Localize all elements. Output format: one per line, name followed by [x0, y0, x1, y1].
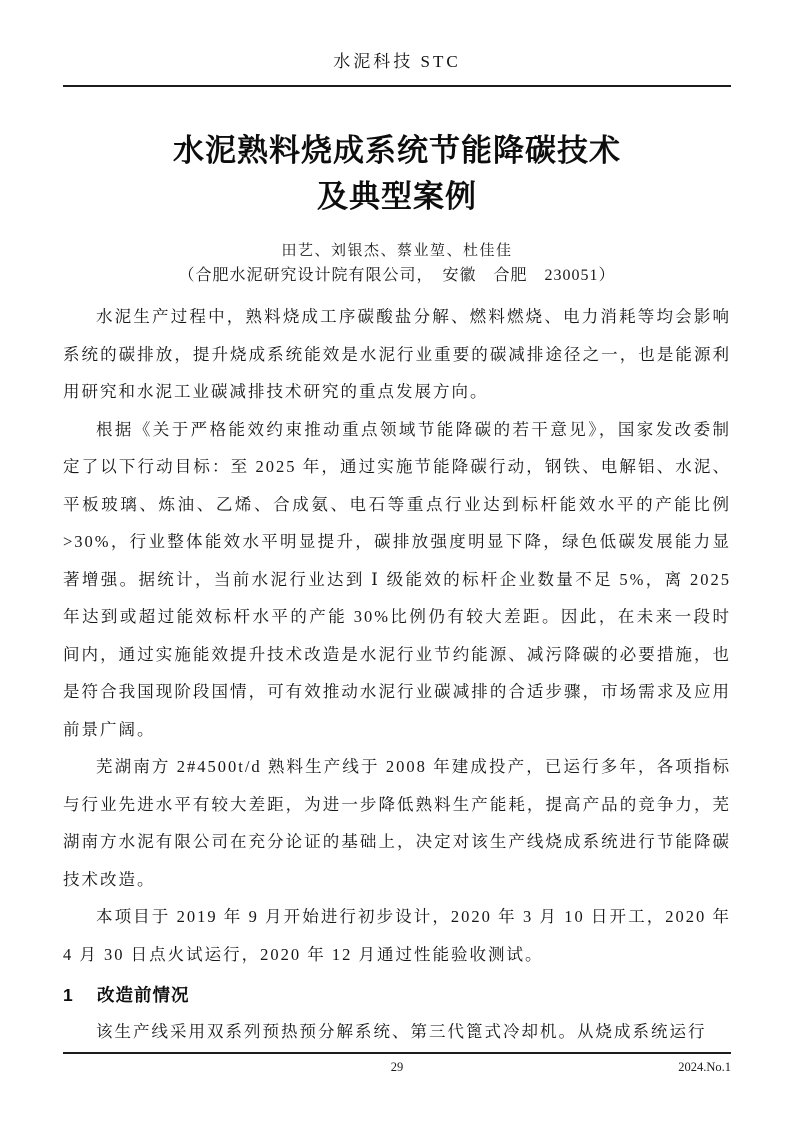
issue-label: 2024.No.1 — [678, 1060, 731, 1074]
paragraph-policy: 根据《关于严格能效约束推动重点领域节能降碳的若干意见》，国家发改委制定了以下行动目标：至 2025 年，通过实施节能降碳行动，钢铁、电解铝、水泥、平板玻璃、炼油、乙烯、合成氨、电石等重点行业达到标杆能效水平的产能比例>30%，行业整体能效水平明显提升，碳排放强度明显下降，绿色低碳发展能力显著增强。据统计，当前水泥行业达到 Ⅰ 级能效的标杆企业数量不足 5%，离 2025 年达到或超过能效标杆水平的产能 30%比例仍有较大差距。因此，在未来一段时间内，通过实施能效提升技术改造是水泥行业节约能源、减污降碳的必要措施，也是符合我国现阶段国情，可有效推动水泥行业碳减排的合适步骤，市场需求及应用前景广阔。 — [63, 419, 731, 739]
section-1-number: 1 — [63, 985, 74, 1005]
affiliation: （合肥水泥研究设计院有限公司， 安徽 合肥 230051） — [178, 267, 616, 284]
article-body — [63, 298, 731, 1051]
footer-divider — [63, 1052, 731, 1054]
article-title-line1: 水泥熟料烧成系统节能降碳技术 — [173, 133, 621, 168]
paragraph-project-background: 芜湖南方 2#4500t/d 熟料生产线于 2008 年建成投产，已运行多年，各项指标与行业先进水平有较大差距，为进一步降低熟料生产能耗，提高产品的竞争力，芜湖南方水泥有限公司在充分论证的基础上，决定对该生产线烧成系统进行节能降碳技术改造。 — [63, 757, 731, 889]
paragraph-project-timeline: 本项目于 2019 年 9 月开始进行初步设计，2020 年 3 月 10 日开工，2020 年 4 月 30 日点火试运行，2020 年 12 月通过性能验收测试。 — [63, 907, 731, 964]
article-title-line2: 及典型案例 — [317, 179, 477, 214]
section-1-title: 改造前情况 — [97, 985, 190, 1005]
paragraph-section-1: 该生产线采用双系列预热预分解系统、第三代篦式冷却机。从烧成系统运行 — [96, 1022, 707, 1041]
page-footer — [63, 1052, 731, 1076]
journal-title: 水泥科技 STC — [333, 52, 461, 71]
footer-row — [63, 1058, 731, 1076]
page-number: 29 — [390, 1060, 404, 1074]
author-list: 田艺、刘银杰、蔡业堃、杜佳佳 — [281, 243, 513, 259]
article-title — [63, 128, 731, 220]
paragraph-intro: 水泥生产过程中，熟料烧成工序碳酸盐分解、燃料燃烧、电力消耗等均会影响系统的碳排放，提升烧成系统能效是水泥行业重要的碳减排途径之一，也是能源利用研究和水泥工业碳减排技术研究的重点发展方向。 — [63, 307, 731, 401]
header-divider — [63, 85, 731, 87]
content-column — [63, 0, 731, 1051]
section-1-heading — [63, 977, 731, 1013]
